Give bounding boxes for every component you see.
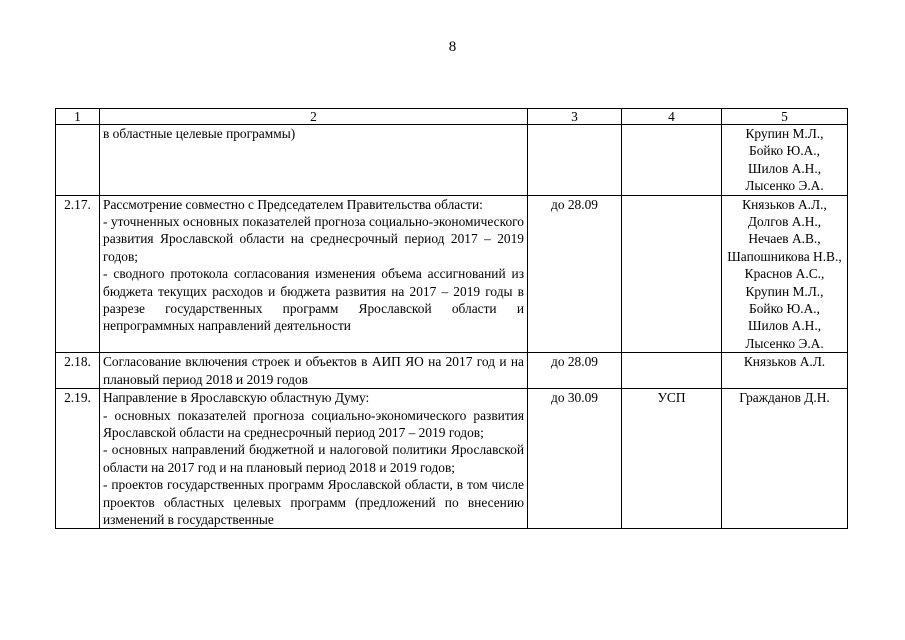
row-number: 2.18.: [56, 353, 100, 389]
row-responsible: [722, 125, 848, 196]
header-cell: 1: [56, 109, 100, 125]
row-responsible: [722, 353, 848, 389]
description-paragraph: - проектов государственных программ Ярославской области, в том числе проектов областных целевых программ (предложений по внесению изменений в государственные: [103, 477, 524, 527]
responsible-person: Крупин М.Л.,: [745, 126, 824, 141]
description-paragraph: Рассмотрение совместно с Председателем Правительства области:: [103, 196, 483, 212]
description-paragraph: - сводного протокола согласования изменения объема ассигнований из бюджета текущих расходов и бюджета развития на 2017 – 2019 годы в разрезе государственных программ Ярославской области и непрограммных направлений деятельности: [103, 266, 524, 334]
row-deadline: до 30.09: [528, 389, 622, 529]
row-description: [100, 389, 528, 529]
responsible-person: Крупин М.Л.,: [745, 283, 824, 299]
table-row: [56, 195, 848, 353]
table-row: [56, 125, 848, 196]
responsible-person: Бойко Ю.А.,: [749, 143, 820, 159]
row-deadline: до 28.09: [528, 353, 622, 389]
description-paragraph: - основных показателей прогноза социально-экономического развития Ярославской области на среднесрочный период 2017 – 2019 годов;: [103, 407, 524, 440]
description-paragraph: Направление в Ярославскую областную Думу:: [103, 390, 370, 406]
table-row: [56, 353, 848, 389]
table-header-row: [56, 109, 848, 125]
row-responsible: [722, 195, 848, 353]
row-executor: [622, 195, 722, 353]
row-deadline: до 28.09: [528, 195, 622, 353]
row-executor: [622, 353, 722, 389]
row-number: [56, 125, 100, 196]
responsible-person: Шапошникова Н.В.,: [727, 248, 842, 264]
responsible-person: Князьков А.Л.: [743, 354, 826, 370]
description-paragraph: - основных направлений бюджетной и налоговой политики Ярославской области на 2017 год и на плановый период 2018 и 2019 годов;: [103, 442, 524, 475]
plan-table: [55, 108, 848, 529]
description-paragraph: - уточненных основных показателей прогноза социально-экономического развития Ярославской области на среднесрочный период 2017 – 2019 годов;: [103, 214, 524, 264]
header-cell: 2: [100, 109, 528, 125]
page-number: 8: [448, 39, 457, 55]
responsible-person: Шилов А.Н.,: [747, 160, 822, 176]
table-row: [56, 389, 848, 529]
row-description: [100, 353, 528, 389]
responsible-person: Долгов А.Н.,: [747, 214, 822, 230]
responsible-person: Князьков А.Л.,: [742, 196, 827, 212]
row-description: [100, 195, 528, 353]
responsible-person: Шилов А.Н.,: [747, 318, 822, 334]
description-paragraph: в областные целевые программы): [103, 126, 296, 141]
responsible-person: Нечаев А.В.,: [748, 231, 821, 247]
description-paragraph: Согласование включения строек и объектов в АИП ЯО на 2017 год и на плановый период 2018 и 2019 годов: [103, 354, 524, 387]
row-description: [100, 125, 528, 196]
header-cell: 5: [722, 109, 848, 125]
header-cell: 4: [622, 109, 722, 125]
header-cell: 3: [528, 109, 622, 125]
responsible-person: Лысенко Э.А.: [745, 335, 824, 351]
responsible-person: Гражданов Д.Н.: [739, 390, 830, 406]
responsible-person: Бойко Ю.А.,: [749, 301, 820, 317]
row-number: 2.19.: [56, 389, 100, 529]
responsible-person: Краснов А.С.,: [744, 266, 825, 282]
row-executor: [622, 125, 722, 196]
row-executor: УСП: [622, 389, 722, 529]
responsible-person: Лысенко Э.А.: [745, 178, 824, 194]
row-number: 2.17.: [56, 195, 100, 353]
row-deadline: [528, 125, 622, 196]
row-responsible: [722, 389, 848, 529]
